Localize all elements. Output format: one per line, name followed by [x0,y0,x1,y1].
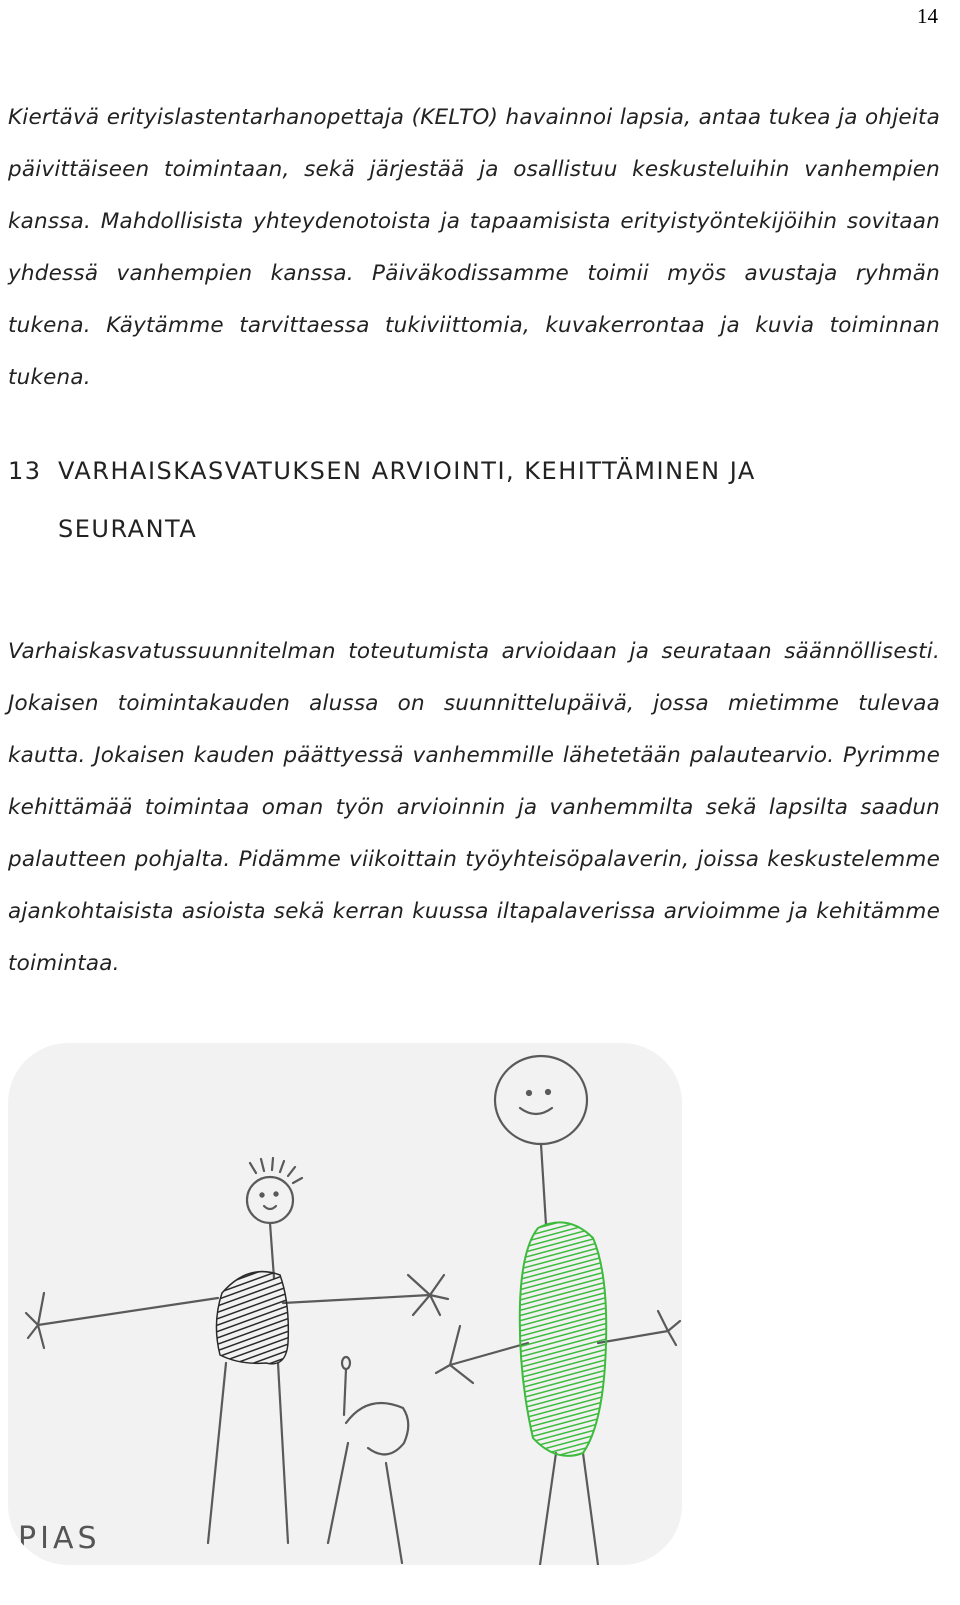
tall-person-right-leg [583,1453,598,1565]
small-person-eye-right [274,1192,277,1195]
small-person-right-leg [278,1363,288,1543]
tall-person-left-arm [450,1343,528,1365]
tall-person-left-hand [436,1326,473,1383]
section-number: 13 [8,457,42,485]
tall-person-right-arm [598,1331,668,1343]
small-person-eye-left [260,1193,263,1196]
tall-person-left-leg [540,1453,556,1565]
bottom-figure-head [346,1403,408,1454]
small-person-left-leg [208,1363,226,1543]
small-person-right-arm [283,1295,430,1303]
paragraph-kelto: Kiertävä erityislastentarhanopettaja (KELTO) havainnoi lapsia, antaa tukea ja ohjeita päivittäiseen toimintaan, sekä järjestää ja osallistuu keskusteluihin vanhempien kanssa. Mahdollisista yhteydenotoista ja tapaamisista erityistyöntekijöihin sovitaan yhdessä vanhempien kanssa. Päiväkodissamme toimii myös avustaja ryhmän tukena. Käytämme tarvittaessa tukiviittomia, kuvakerrontaa ja kuvia toiminnan tukena. [8,104,940,390]
small-person-neck [270,1223,274,1278]
small-person-mouth [264,1206,276,1209]
section-title-line-1: VARHAISKASVATUKSEN ARVIOINTI, KEHITTÄMINEN JA [58,457,756,485]
child-drawing-svg [8,1043,682,1565]
small-person-head [247,1177,293,1223]
drawing-signature: PIAS [18,1521,101,1556]
tall-person-head [495,1056,587,1144]
tall-person-eye-right [546,1090,550,1094]
bottom-figure-leg-right [386,1463,402,1563]
small-person-left-hand [26,1293,44,1348]
green-scribble-body [520,1222,606,1455]
tall-person-right-hand [658,1311,680,1345]
paragraph-evaluation: Varhaiskasvatussuunnitelman toteutumista arvioidaan ja seurataan säännöllisesti. Jokaisen toimintakauden alussa on suunnittelupäivä, jossa mietimme tulevaa kautta. Jokaisen kauden päättyessä vanhemmille lähetetään palautearvio. Pyrimme kehittämää toimintaa oman työn arvioinnin ja vanhemmilta sekä lapsilta saadun palautteen pohjalta. Pidämme viikoittain työyhteisöpalaverin, joissa keskustelemme ajankohtaisista asioista sekä kerran kuussa iltapalaverissa arvioimme ja kehitämme toimintaa. [8,638,940,976]
child-drawing [8,1043,682,1565]
section-heading [8,442,940,558]
small-person-left-arm [38,1298,218,1325]
tall-person-neck [541,1144,546,1225]
bottom-figure-stem [344,1369,346,1415]
figure-small-bottom [328,1357,408,1563]
dark-scribble-body [216,1272,288,1364]
section-title-line-2: SEURANTA [58,515,198,543]
bottom-figure-dot [342,1357,350,1369]
bottom-figure-leg-left [328,1443,348,1543]
tall-person-eye-left [527,1091,531,1095]
tall-person-mouth [520,1108,552,1114]
page-number: 14 [917,4,938,28]
